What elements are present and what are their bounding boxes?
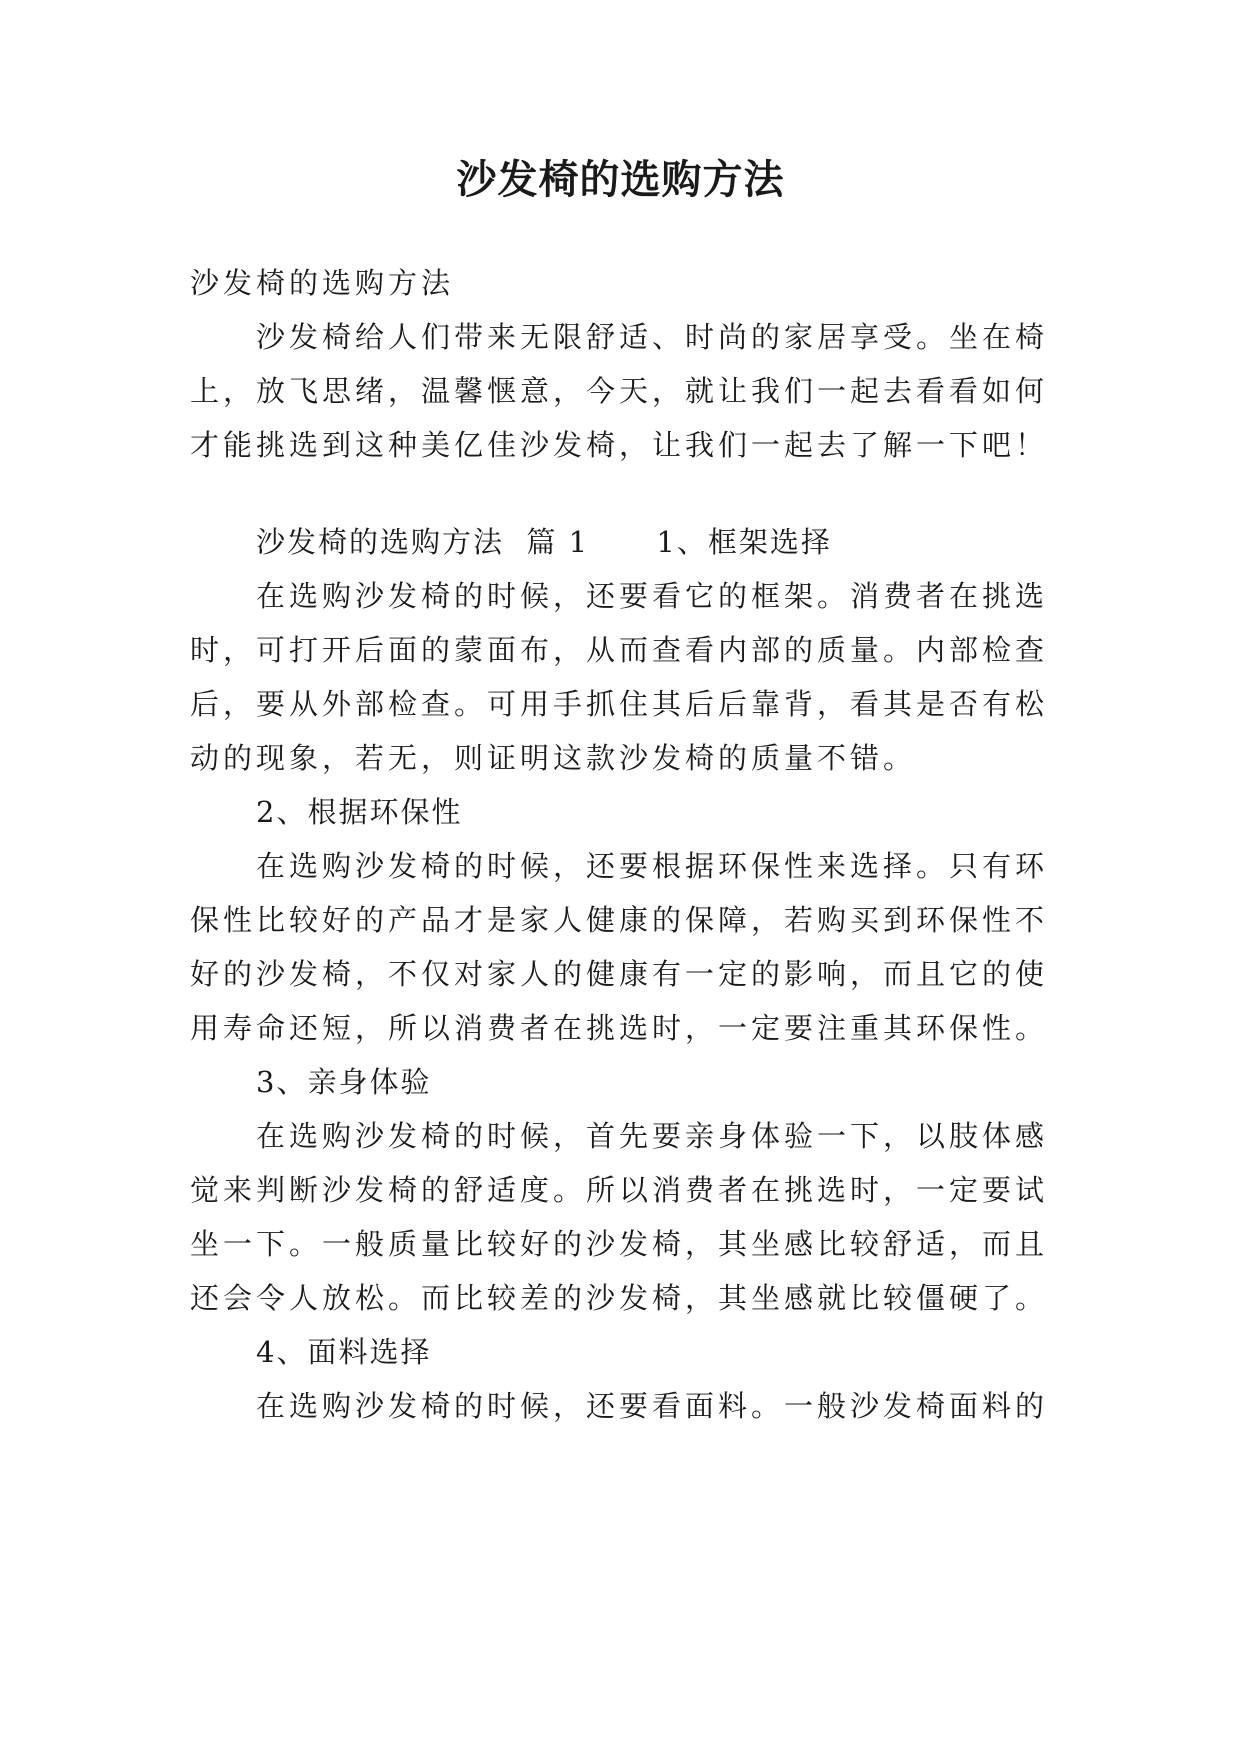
section3-line: 坐一下。一般质量比较好的沙发椅，其坐感比较舒适，而且: [190, 1227, 1049, 1261]
section2-line: 好的沙发椅，不仅对家人的健康有一定的影响，而且它的使: [190, 957, 1049, 991]
section-heading: 沙发椅的选购方法 篇 1 1、框架选择: [256, 525, 832, 559]
document-subtitle: 沙发椅的选购方法: [190, 266, 455, 300]
section1-line: 后，要从外部检查。可用手抓住其后后靠背，看其是否有松: [190, 687, 1049, 721]
section2-line: 用寿命还短，所以消费者在挑选时，一定要注重其环保性。: [190, 1011, 1049, 1045]
intro-line: 才能挑选到这种美亿佳沙发椅，让我们一起去了解一下吧！: [190, 428, 1049, 462]
heading-2: 2、根据环保性: [256, 795, 463, 829]
section4-line: 在选购沙发椅的时候，还要看面料。一般沙发椅面料的: [256, 1389, 1049, 1423]
section2-line: 在选购沙发椅的时候，还要根据环保性来选择。只有环: [256, 849, 1049, 883]
section1-line: 动的现象，若无，则证明这款沙发椅的质量不错。: [190, 741, 917, 775]
section2-line: 保性比较好的产品才是家人健康的保障，若购买到环保性不: [190, 903, 1049, 937]
section3-line: 还会令人放松。而比较差的沙发椅，其坐感就比较僵硬了。: [190, 1281, 1049, 1315]
section3-line: 在选购沙发椅的时候，首先要亲身体验一下，以肢体感: [256, 1119, 1049, 1153]
heading-4: 4、面料选择: [256, 1335, 432, 1369]
document-title: 沙发椅的选购方法: [456, 156, 785, 203]
intro-line: 上，放飞思绪，温馨惬意，今天，就让我们一起去看看如何: [190, 374, 1049, 408]
section1-line: 在选购沙发椅的时候，还要看它的框架。消费者在挑选: [256, 579, 1049, 613]
section1-line: 时，可打开后面的蒙面布，从而查看内部的质量。内部检查: [190, 633, 1049, 667]
heading-3: 3、亲身体验: [256, 1065, 432, 1099]
intro-line: 沙发椅给人们带来无限舒适、时尚的家居享受。坐在椅: [256, 320, 1049, 354]
section3-line: 觉来判断沙发椅的舒适度。所以消费者在挑选时，一定要试: [190, 1173, 1049, 1207]
